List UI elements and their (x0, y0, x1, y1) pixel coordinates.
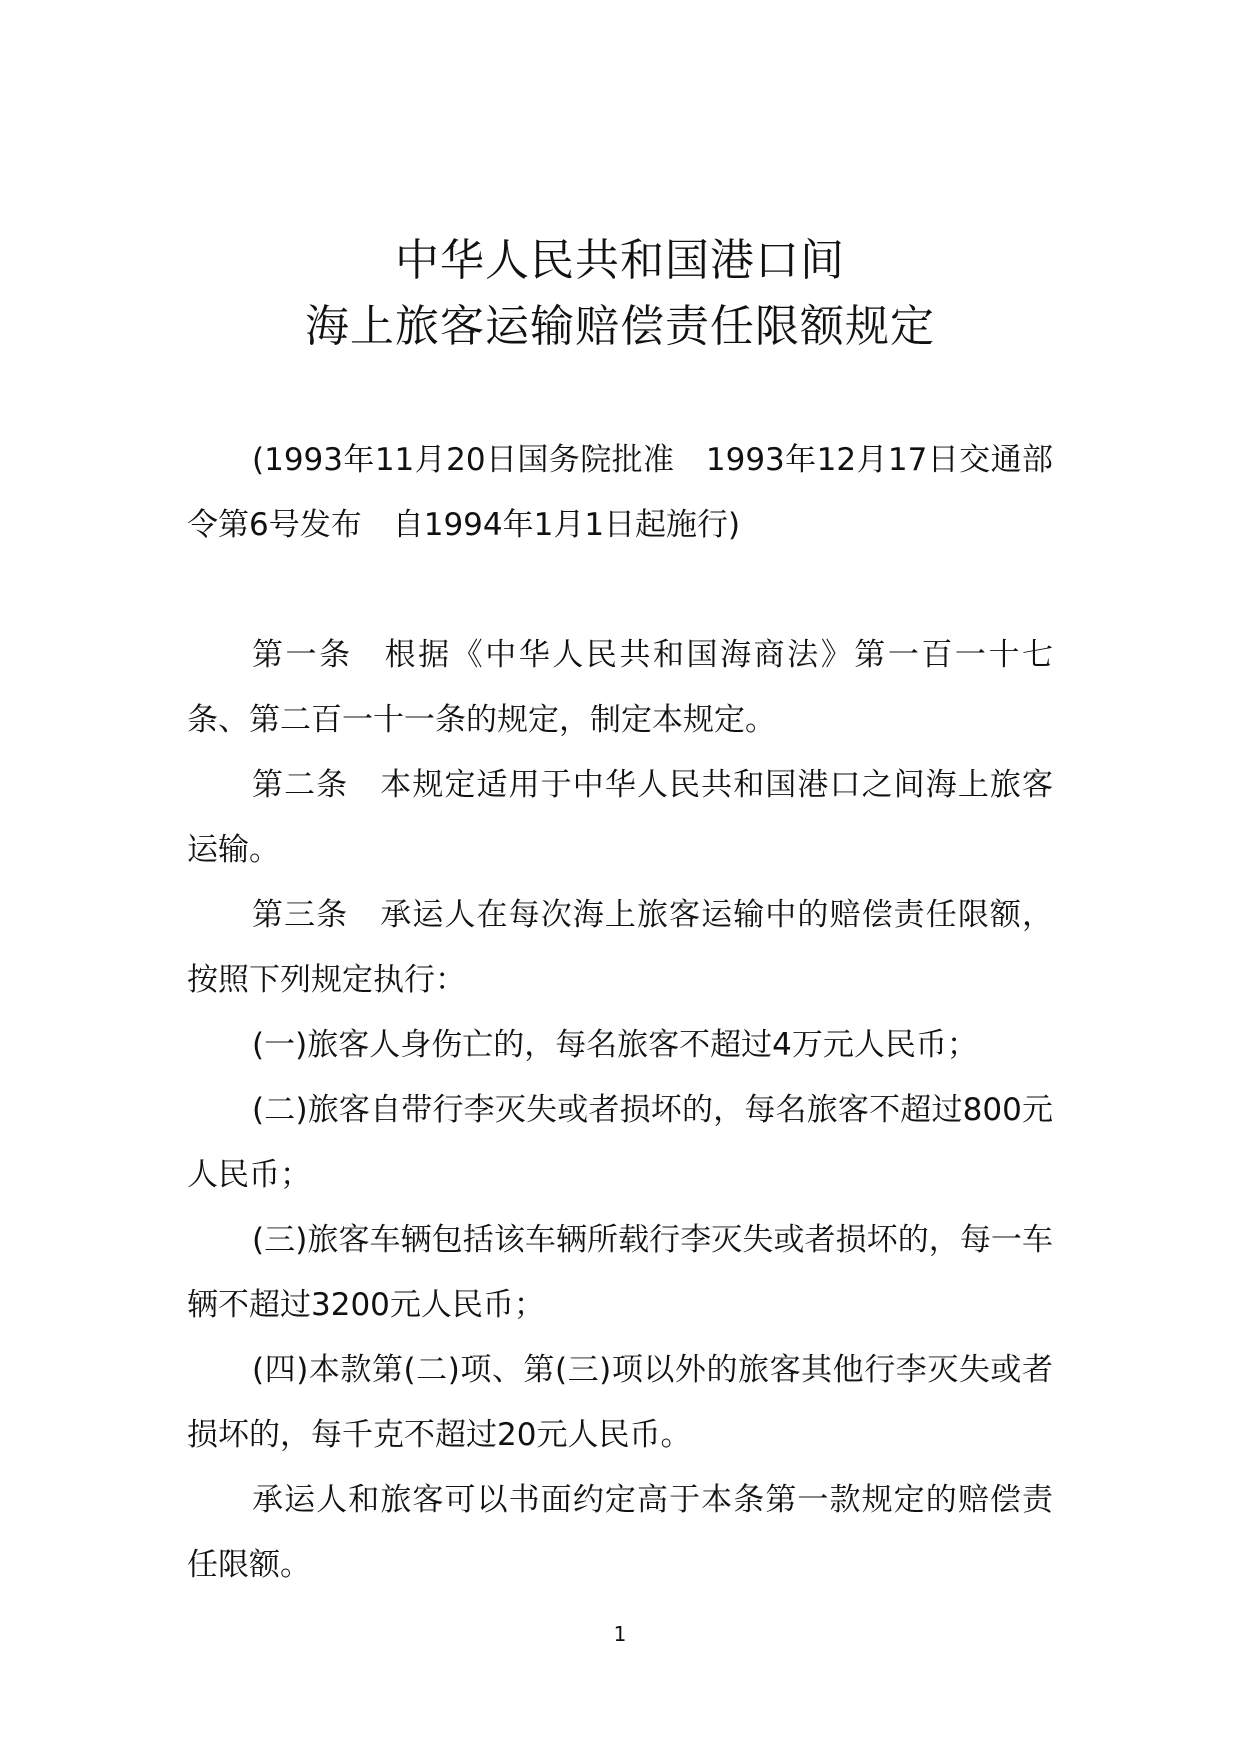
article-3-text: 承运人在每次海上旅客运输中的赔偿责任限额，按照下列规定执行： (187, 897, 1054, 998)
article-3-closing: 承运人和旅客可以书面约定高于本条第一款规定的赔偿责任限额。 (187, 1482, 1053, 1583)
article-2-label: 第二条 (252, 767, 349, 803)
document-title (0, 228, 1240, 360)
title-line-1: 中华人民共和国港口间 (395, 235, 845, 286)
article-1-text: 根据《中华人民共和国海商法》第一百一十七条、第二百一十一条的规定，制定本规定。 (187, 637, 1054, 738)
document-body (187, 428, 1053, 1598)
article-1-label: 第一条 (252, 637, 353, 673)
article-3-item-1: (一)旅客人身伤亡的，每名旅客不超过4万元人民币； (252, 1027, 978, 1063)
source-note: (1993年11月20日国务院批准 1993年12月17日交通部令第6号发布 自1994年1月1日起施行) (187, 442, 1053, 543)
article-3-item-4: (四)本款第(二)项、第(三)项以外的旅客其他行李灭失或者损坏的，每千克不超过20元人民币。 (187, 1352, 1053, 1453)
article-3 (187, 883, 1053, 1013)
page-number: 1 (613, 1622, 627, 1646)
title-line-2: 海上旅客运输赔偿责任限额规定 (305, 301, 935, 352)
article-1 (187, 623, 1053, 753)
article-3-item-3: (三)旅客车辆包括该车辆所载行李灭失或者损坏的，每一车辆不超过3200元人民币； (187, 1222, 1053, 1323)
article-3-label: 第三条 (252, 897, 349, 933)
article-2 (187, 753, 1053, 883)
article-2-text: 本规定适用于中华人民共和国港口之间海上旅客运输。 (187, 767, 1054, 868)
article-3-item-2: (二)旅客自带行李灭失或者损坏的，每名旅客不超过800元人民币； (187, 1092, 1053, 1193)
